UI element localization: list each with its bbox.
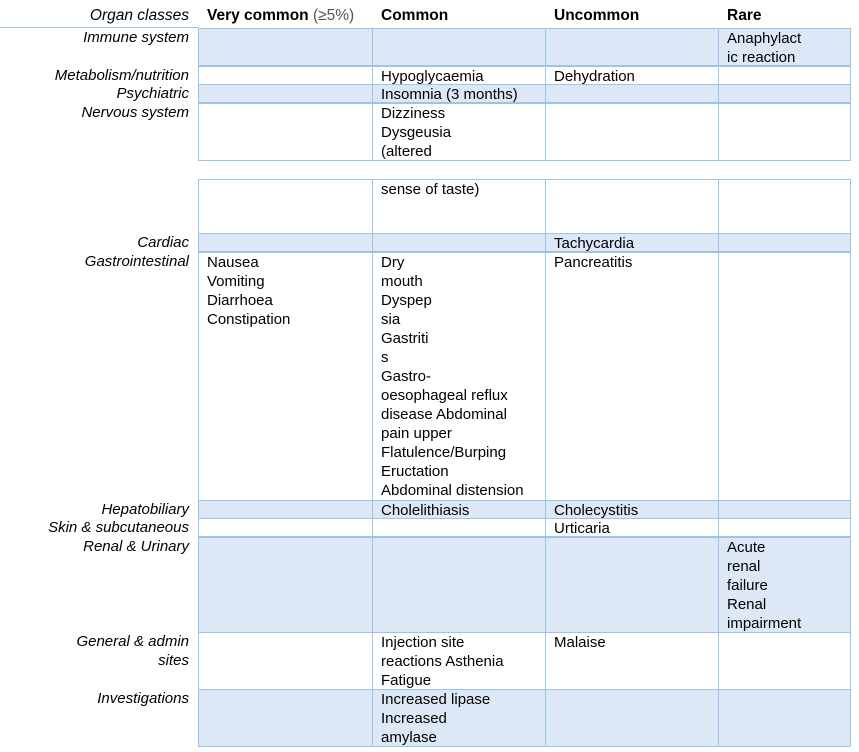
cell-rare <box>718 84 851 103</box>
table-row <box>0 689 859 747</box>
cell-uncommon: Dehydration <box>545 66 719 85</box>
cell-uncommon: Pancreatitis <box>545 252 719 501</box>
table-row <box>0 537 859 633</box>
row-label: Investigations <box>97 690 189 707</box>
cell-rare <box>718 179 851 234</box>
header-uncommon: Uncommon <box>554 7 640 24</box>
header-very-common-note: (≥5%) <box>312 7 355 24</box>
cell-rare <box>718 500 851 519</box>
table-row <box>0 28 859 66</box>
row-label: Metabolism/nutrition <box>54 67 189 84</box>
cell-uncommon: Tachycardia <box>545 233 719 252</box>
cell-rare <box>718 103 851 161</box>
cell-common <box>372 233 546 252</box>
cell-common: Cholelithiasis <box>372 500 546 519</box>
table-row <box>0 252 859 501</box>
cell-common: Hypoglycaemia <box>372 66 546 85</box>
cell-common <box>372 28 546 66</box>
cell-common: Increased lipase Increased amylase <box>372 689 546 747</box>
cell-uncommon <box>545 537 719 633</box>
cell-uncommon <box>545 84 719 103</box>
row-label: Skin & subcutaneous <box>48 519 189 536</box>
cell-uncommon <box>545 689 719 747</box>
table-row <box>0 84 859 103</box>
cell-rare <box>718 518 851 537</box>
cell-very-common <box>198 233 373 252</box>
cell-very-common <box>198 84 373 103</box>
row-label: Renal & Urinary <box>83 538 189 555</box>
header-organ-classes: Organ classes <box>89 7 189 24</box>
cell-common: Injection site reactions Asthenia Fatigue <box>372 632 546 690</box>
table-row <box>0 500 859 519</box>
header-rare: Rare <box>727 7 762 24</box>
row-label: Hepatobiliary <box>101 501 189 518</box>
cell-rare: Anaphylact ic reaction <box>718 28 851 66</box>
cell-uncommon <box>545 28 719 66</box>
cell-rare <box>718 252 851 501</box>
header-very-common-label: Very common <box>207 7 309 24</box>
table-row <box>0 518 859 537</box>
cell-uncommon <box>545 103 719 161</box>
cell-uncommon: Cholecystitis <box>545 500 719 519</box>
cell-common: Insomnia (3 months) <box>372 84 546 103</box>
cell-rare <box>718 233 851 252</box>
row-label: General & admin sites <box>76 633 189 669</box>
table-row <box>0 179 859 234</box>
cell-uncommon <box>545 179 719 234</box>
row-label: Psychiatric <box>116 85 189 102</box>
cell-very-common <box>198 500 373 519</box>
cell-common <box>372 518 546 537</box>
row-label: Cardiac <box>137 234 189 251</box>
cell-very-common <box>198 689 373 747</box>
row-label: Gastrointestinal <box>84 253 189 270</box>
row-label: Immune system <box>83 29 189 46</box>
header-very-common <box>207 7 354 25</box>
cell-common: Dizziness Dysgeusia (altered <box>372 103 546 161</box>
row-label: Nervous system <box>81 104 189 121</box>
table-row <box>0 66 859 85</box>
cell-common <box>372 537 546 633</box>
cell-very-common: Nausea Vomiting Diarrhoea Constipation <box>198 252 373 501</box>
cell-uncommon: Urticaria <box>545 518 719 537</box>
cell-very-common <box>198 632 373 690</box>
cell-very-common <box>198 66 373 85</box>
cell-very-common <box>198 103 373 161</box>
header-common: Common <box>381 7 449 24</box>
cell-very-common <box>198 179 373 234</box>
cell-very-common <box>198 537 373 633</box>
table-row <box>0 103 859 161</box>
cell-very-common <box>198 28 373 66</box>
cell-rare <box>718 632 851 690</box>
cell-rare: Acute renal failure Renal impairment <box>718 537 851 633</box>
table-row <box>0 632 859 690</box>
cell-rare <box>718 66 851 85</box>
cell-common: sense of taste) <box>372 179 546 234</box>
cell-very-common <box>198 518 373 537</box>
table-row <box>0 233 859 252</box>
cell-common: Dry mouth Dyspep sia Gastriti s Gastro- oesophageal reflux disease Abdominal pain upper Flatulence/Burping Eructation Abdominal distension <box>372 252 546 501</box>
cell-uncommon: Malaise <box>545 632 719 690</box>
cell-rare <box>718 689 851 747</box>
